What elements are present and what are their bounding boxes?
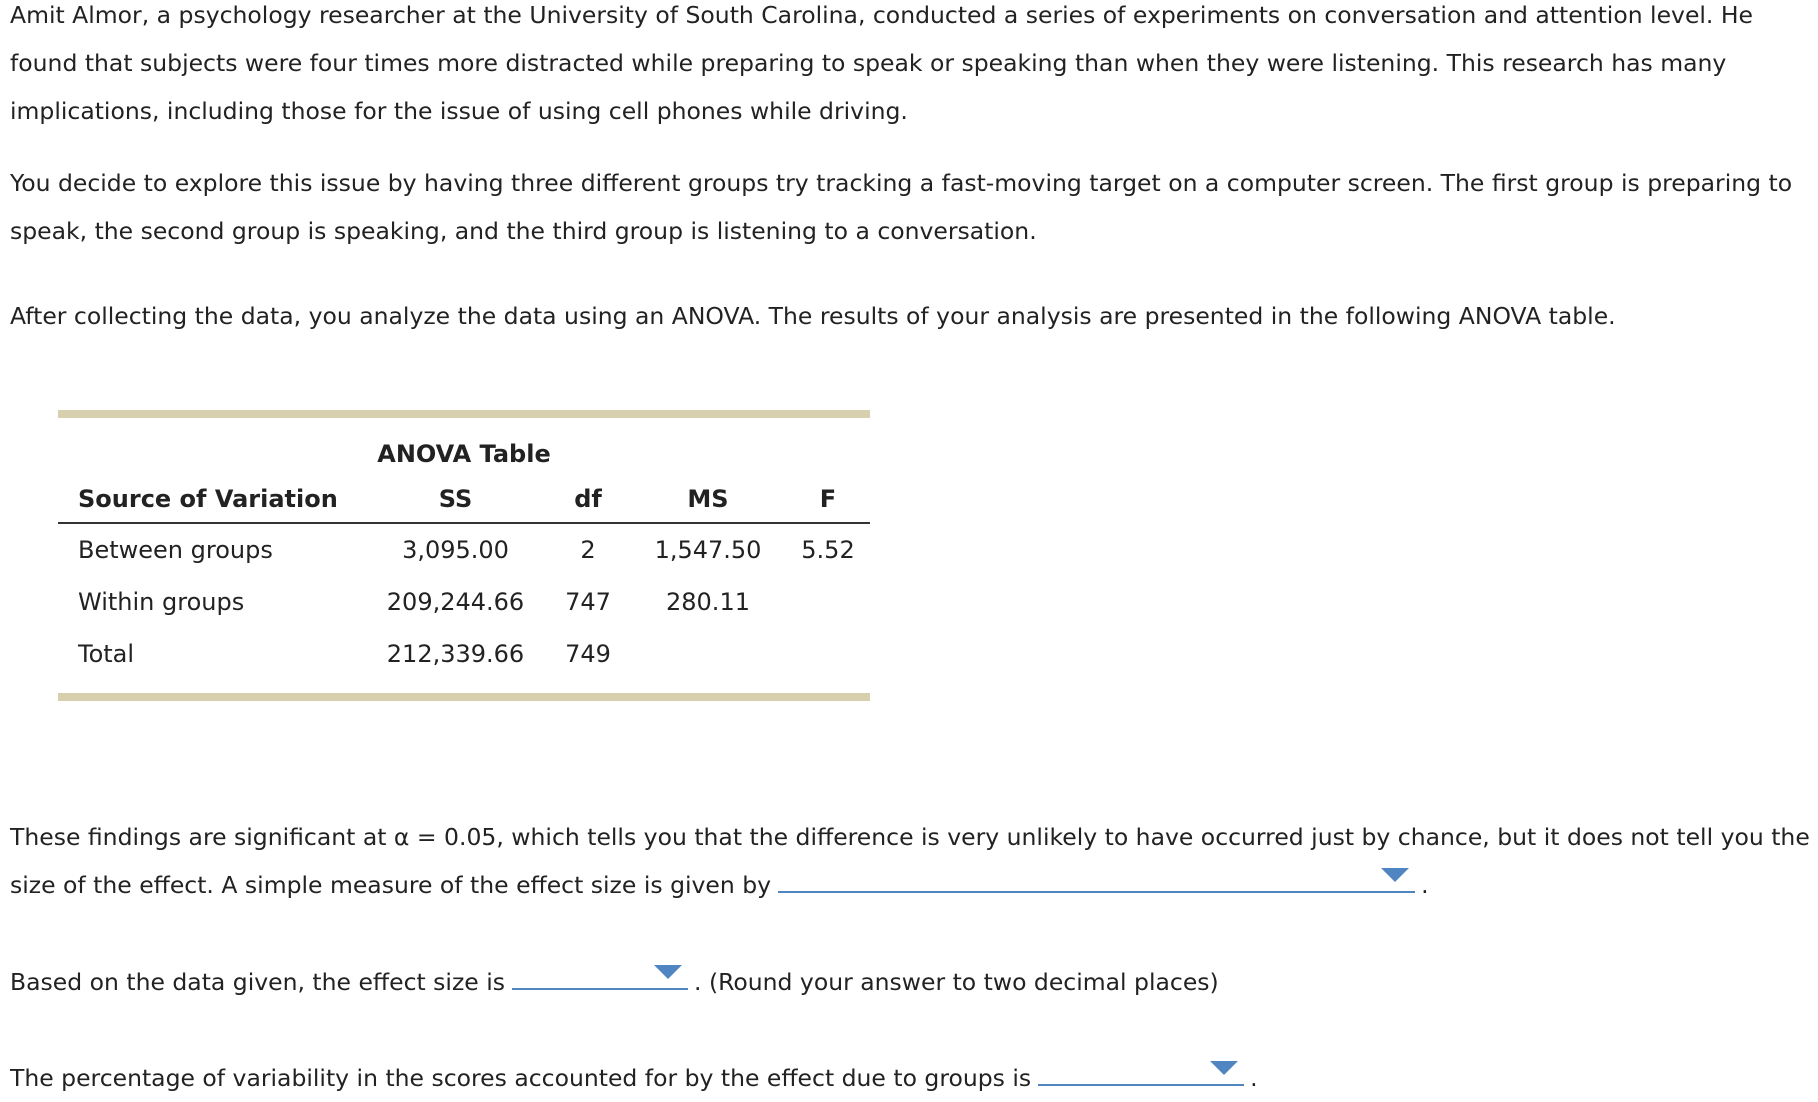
analysis-paragraph: After collecting the data, you analyze the data using an ANOVA. The results of your analysis are presented in the following ANOVA table. — [10, 302, 1616, 330]
row-total-df: 749 — [565, 640, 611, 668]
question-effect-measure — [10, 813, 1810, 909]
chevron-down-icon — [1210, 1061, 1238, 1075]
percent-variability-dropdown[interactable] — [1038, 1054, 1244, 1086]
chevron-down-icon — [1381, 868, 1409, 882]
chevron-down-icon — [654, 965, 682, 979]
row-within-ss: 209,244.66 — [386, 588, 525, 616]
question-effect-measure-end: . — [1421, 871, 1429, 899]
header-ms: MS — [687, 485, 729, 513]
table-caption: ANOVA Table — [377, 440, 551, 468]
anova-table — [58, 410, 870, 701]
setup-paragraph: You decide to explore this issue by having three different groups try tracking a fast-moving target on a computer screen. The first group is preparing to speak, the second group is speaking, and the third group is listening to a conversation. — [10, 169, 1793, 245]
row-within-ms: 280.11 — [666, 588, 750, 616]
header-ss: SS — [438, 485, 473, 513]
table-bottom-bar — [58, 693, 870, 701]
intro-paragraph: Amit Almor, a psychology researcher at the University of South Carolina, conducted a series of experiments on conversation and attention level. He found that subjects were four times more distracted while preparing to speak or speaking than when they were listening. This research has many implications, including those for the issue of using cell phones while driving. — [10, 1, 1754, 125]
question-percent-variability-text: The percentage of variability in the scores accounted for by the effect due to groups is — [10, 1064, 1032, 1092]
header-f: F — [819, 485, 837, 513]
question-percent-variability — [10, 1054, 1810, 1102]
row-between-ss: 3,095.00 — [402, 536, 509, 564]
row-within-source: Within groups — [78, 588, 245, 616]
row-between-source: Between groups — [78, 536, 273, 564]
row-total-ss: 212,339.66 — [386, 640, 525, 668]
question-effect-size-text: Based on the data given, the effect size is — [10, 968, 505, 996]
header-source: Source of Variation — [78, 485, 338, 513]
row-total-source: Total — [78, 640, 135, 668]
question-effect-size — [10, 958, 1810, 1006]
effect-measure-dropdown[interactable] — [778, 861, 1415, 893]
row-between-ms: 1,547.50 — [654, 536, 762, 564]
question-effect-size-end: . (Round your answer to two decimal places) — [694, 968, 1219, 996]
effect-size-dropdown[interactable] — [512, 958, 688, 990]
row-within-df: 747 — [565, 588, 611, 616]
question-percent-variability-end: . — [1250, 1064, 1258, 1092]
header-df: df — [574, 485, 602, 513]
row-between-f: 5.52 — [801, 536, 855, 564]
row-between-df: 2 — [580, 536, 596, 564]
header-divider — [58, 522, 870, 524]
table-top-bar — [58, 410, 870, 418]
question-effect-measure-text: These findings are significant at α = 0.05, which tells you that the difference is very unlikely to have occurred just by chance, but it does not tell you the size of the effect. A simple measure of the effect size is given by — [10, 823, 1810, 899]
